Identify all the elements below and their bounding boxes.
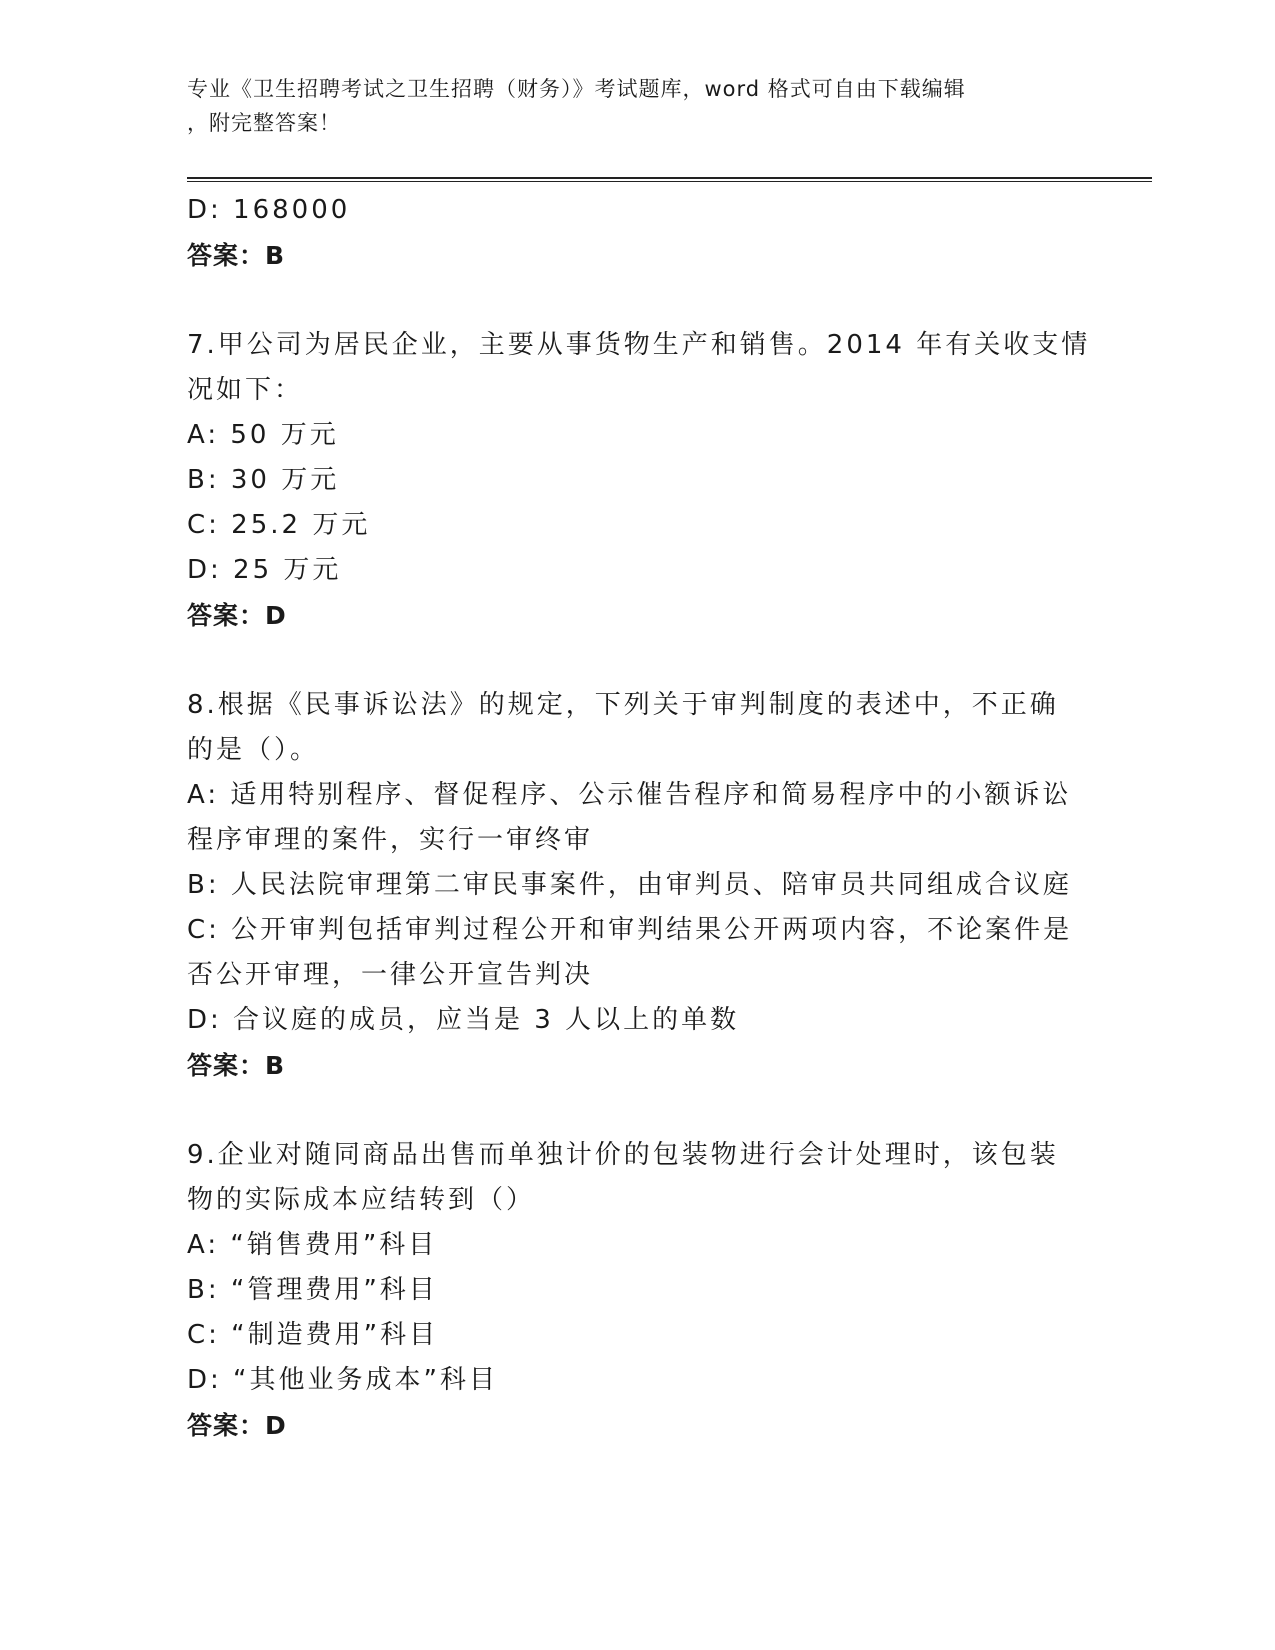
header-line-1: 专业《卫生招聘考试之卫生招聘（财务）》考试题库，word 格式可自由下载编辑 <box>187 77 966 101</box>
question-stem-line: 8.根据《民事诉讼法》的规定，下列关于审判制度的表述中，不正确 <box>187 690 1059 720</box>
answer: 答案：D <box>187 1411 287 1440</box>
option-a: A: 适用特别程序、督促程序、公示催告程序和简易程序中的小额诉讼 <box>187 780 1072 810</box>
question-stem-line: 物的实际成本应结转到（） <box>187 1185 536 1215</box>
option-d: D: 25 万元 <box>187 555 342 585</box>
question-stem-line: 的是（）。 <box>187 735 320 765</box>
question-stem-line: 7.甲公司为居民企业，主要从事货物生产和销售。2014 年有关收支情 <box>187 330 1091 360</box>
question-9 <box>187 1133 1087 1448</box>
header-line-2: ，附完整答案！ <box>187 111 341 135</box>
option-c: C: 公开审判包括审判过程公开和审判结果公开两项内容，不论案件是 <box>187 915 1073 945</box>
option-b: B: 30 万元 <box>187 465 340 495</box>
question-list <box>187 188 1091 1448</box>
prev-option-d: D: 168000 <box>187 195 351 225</box>
option-b: B: 人民法院审理第二审民事案件，由审判员、陪审员共同组成合议庭 <box>187 870 1072 900</box>
option-c-continued: 否公开审理，一律公开宣告判决 <box>187 960 594 990</box>
header-divider-thin <box>187 181 1152 182</box>
question-7 <box>187 323 1091 638</box>
document-header <box>187 72 1067 140</box>
answer: 答案：B <box>187 1051 286 1080</box>
option-d: D: “其他业务成本”科目 <box>187 1365 498 1395</box>
option-d: D: 合议庭的成员，应当是 3 人以上的单数 <box>187 1005 740 1035</box>
answer: 答案：D <box>187 601 287 630</box>
option-c: C: “制造费用”科目 <box>187 1320 439 1350</box>
question-8 <box>187 683 1087 1088</box>
option-c: C: 25.2 万元 <box>187 510 371 540</box>
question-stem-line: 况如下： <box>187 375 304 405</box>
prev-answer: 答案：B <box>187 241 286 270</box>
option-a: A: “销售费用”科目 <box>187 1230 438 1260</box>
option-a: A: 50 万元 <box>187 420 339 450</box>
header-divider <box>187 177 1152 179</box>
question-stem-line: 9.企业对随同商品出售而单独计价的包装物进行会计处理时，该包装 <box>187 1140 1059 1170</box>
option-a-continued: 程序审理的案件，实行一审终审 <box>187 825 594 855</box>
option-b: B: “管理费用”科目 <box>187 1275 438 1305</box>
